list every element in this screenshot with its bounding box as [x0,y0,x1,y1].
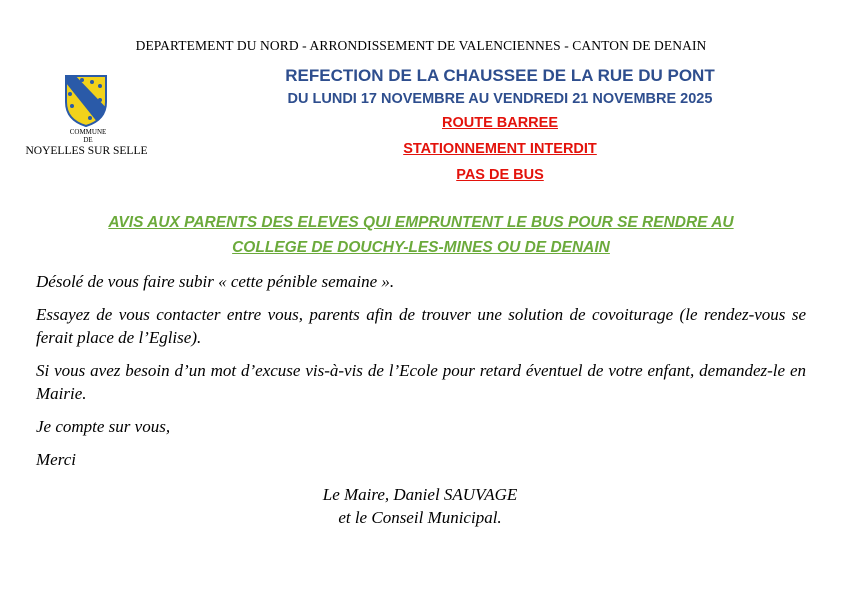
warning-pas-de-bus: PAS DE BUS [456,167,544,183]
commune-name: NOYELLES SUR SELLE [25,145,148,157]
notice-title: REFECTION DE LA CHAUSSEE DE LA RUE DU PONT [285,66,715,85]
avis-line-2: COLLEGE DE DOUCHY-LES-MINES OU DE DENAIN [232,239,610,256]
avis-heading [40,210,802,260]
avis-line-1: AVIS AUX PARENTS DES ELEVES QUI EMPRUNTENT LE BUS POUR SE RENDRE AU [108,214,734,231]
paragraph: Merci [36,450,76,469]
department-line: DEPARTEMENT DU NORD - ARRONDISSEMENT DE VALENCIENNES - CANTON DE DENAIN [135,38,707,53]
commune-word: COMMUNE [69,128,107,136]
notice-dates: DU LUNDI 17 NOVEMBRE AU VENDREDI 21 NOVEMBRE 2025 [287,91,713,107]
coat-of-arms-icon [62,72,110,128]
notice-header [230,64,770,188]
signature-line-1: Le Maire, Daniel SAUVAGE [322,485,518,504]
letter-body [36,270,806,481]
paragraph: Je compte sur vous, [36,417,171,436]
commune-label [60,128,116,144]
commune-de: DE [83,136,93,144]
paragraph: Essayez de vous contacter entre vous, parents afin de trouver une solution de covoiturage (le rendez-vous se ferait place de l’Eglise). [36,305,806,347]
warning-stationnement: STATIONNEMENT INTERDIT [403,141,597,157]
signature-line-2: et le Conseil Municipal. [338,508,502,527]
signature [270,483,570,529]
warning-route-barree: ROUTE BARREE [441,115,558,131]
paragraph: Si vous avez besoin d’un mot d’excuse vis-à-vis de l’Ecole pour retard éventuel de votre enfant, demandez-le en Mairie. [36,361,806,403]
paragraph: Désolé de vous faire subir « cette pénible semaine ». [36,272,395,291]
